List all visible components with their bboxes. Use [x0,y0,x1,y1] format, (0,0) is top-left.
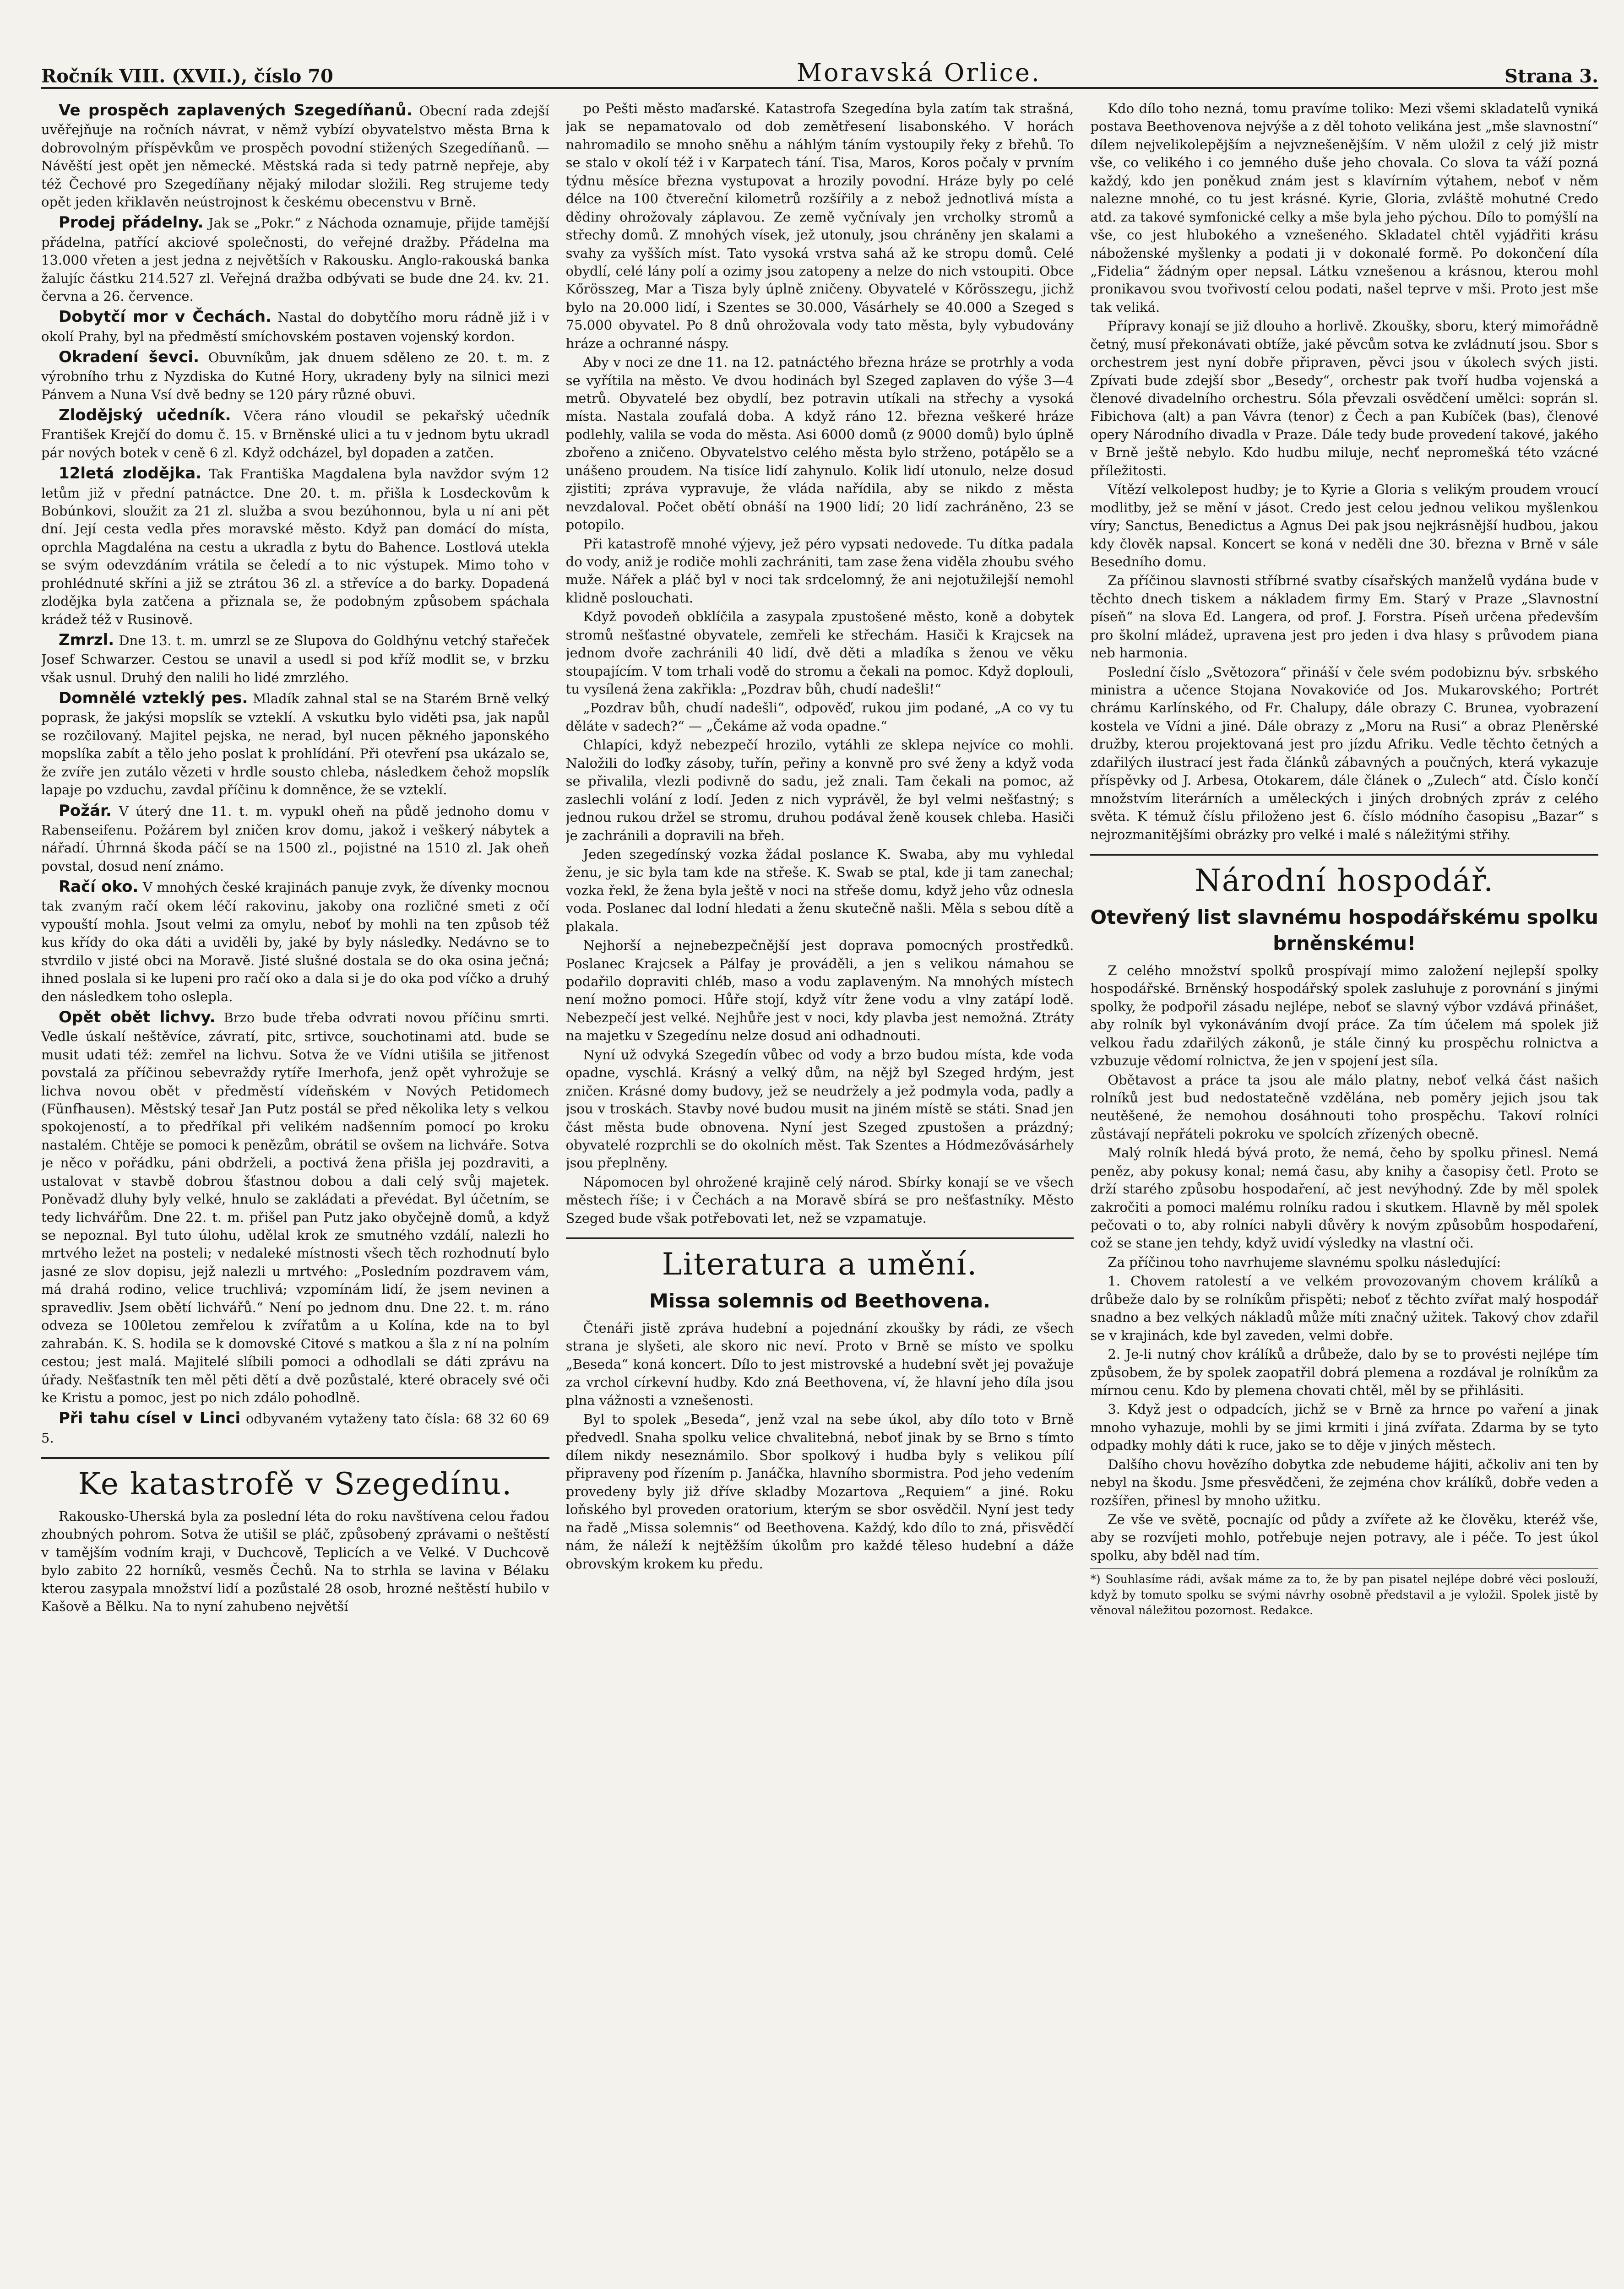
article-paragraph: Z celého množství spolků prospívají mimo založení nejlepší spolky hospodářské. Brněnský hospodářský spolek zasluhuje z porovnání s jinými spolky, že podpořil zásadu nejlépe, neboť se slavný výbor vzdává přinášet, aby rolník byl vykonáváním dvojí práce. Za tím účelem má spolek již velkou řadu zdařilých zákonů, je stále činný ku prospěchu rolnictva a vzbuzuje vědomí rolnictva, že jen v spojení jest síla. [1090,962,1599,1069]
news-items [41,100,549,1447]
news-item [41,800,549,876]
column-1 [41,100,549,2289]
article-paragraph: Ze vše ve světě, pocnajíc od půdy a zvířete až ke člověku, kteréž vše, aby se rozvíjeti mohlo, potřebuje nejen potravy, ale i péče. To jest úkol spolku, aby bděl nad tím. [1090,1512,1599,1563]
article-paragraph: Jeden szegedínský vozka žádal poslance K. Swaba, aby mu vyhledal ženu, je sic byla tam kde na střeše. K. Swab se ptal, kde ji tam zanechal; vozka řekl, že žena byla ještě v noci na střeše domu, když jeho vůz odnesla voda. Poslanec dal lodní hledati a ženu skutečně našli. Měla s sebou dítě a plakala. [565,846,1074,934]
news-item-text: Obuvníkům, jak dnuem sděleno ze 20. t. m. z výrobního trhu z Nyzdiska do Kutné Hory, ukradeny byly na silnici mezi Pánvem a Nuna Vsí dvě bedny se 120 páry různé obuvi. [41,350,549,402]
section-subtitle-missa: Missa solemnis od Beethovena. [649,1289,990,1312]
news-item-heading: Račí oko. [59,878,139,896]
section-body-open-letter [1090,962,1598,1565]
news-item-heading: Ve prospěch zaplavených Szegedíňanů. [59,101,413,119]
news-item-text: Nastal do dobytčího moru rádně již i v okolí Prahy, byl na předměstí smíchovském postaven vojenský kordon. [41,309,549,344]
news-item-heading: Opět obět lichvy. [59,1008,216,1026]
news-item-text: Mladík zahnal stal se na Starém Brně velký poprask, že jakýsi mopslík se vzteklí. A vskutku bylo viděti psa, jak napůl se rozčilovaný. Majitel pejska, ne nerad, byl nucen pěkného japonského mopslíka zabít a tělo jeho poslat k prohlídání. Při otevření psa ukázalo se, že zvíře jen zutálo vězeti v hrdle sousto chleba, následkem čehož mopslík lapaje po vzduchu, zavdal příčinu k domněnce, že se vzteklí. [41,691,549,798]
news-item [41,876,549,1006]
article-paragraph: Za příčinou toho navrhujeme slavnému spolku následující: [1108,1254,1501,1270]
article-paragraph: 1. Chovem ratolestí a ve velkém provozovaným chovem králíků a drůbeže dalo by se rolníkům přispěti; neboť z těchto zvířat malý hospodář snadno a bez velkých nákladů může míti značný užitek. Takový chov zdařil se v krajinách, kde byl zaveden, velmi dobře. [1090,1273,1599,1343]
news-item [41,1007,549,1407]
article-paragraph: Aby v noci ze dne 11. na 12. patnáctého března hráze se protrhly a voda se vyřítila na město. Ve dvou hodinách byl Szeged zaplaven do výše 3—4 metrů. Obyvatelé bez obydlí, bez potravin utíkali na střechy a vysoká místa. Nastala zoufalá doba. A když ráno 12. března veškeré hráze podlehly, valila se voda do města. Asi 6000 domů (z 9000 domů) bylo úplně zbořeno a zničeno. Obyvatelstvo celého města bylo strženo, potápělo se a unášeno proudem. Na tisíce lidí zahynulo. Kolik lidí utonulo, nelze dosud zjistiti; zpráva vypravuje, že vláda nařídila, aby se nikdo z města nevzdaloval. Počet obětí obnáší na 1900 lidí; 20 lidí zachráněno, 23 se potopilo. [565,354,1074,533]
article-paragraph: Dalšího chovu hovězího dobytka zde nebudeme hájiti, ačkoliv ani ten by nebyl na škodu. Jsme přesvědčeni, že zejména chov králíků, dobře veden a rozšířen, přinesl by mnoho užitku. [1090,1456,1599,1508]
news-item-heading: Zmrzl. [59,631,114,650]
news-item [41,1408,549,1447]
article-paragraph: Nyní už odvyká Szegedín vůbec od vody a brzo budou místa, kde voda opadne, vyschlá. Krásný a velký dům, na nějž byl Szeged hrdým, jest zničen. Krásné domy budovy, jež se neudržely a jež podmyla voda, padly a jsou v troskách. Stavby nové budou musit na jiném místě se státi. Snad jen část města bude obnovena. Nyní jest Szeged zpustošen a prázdný; obyvatelé rozprchli se do okolních měst. Tak Szentes a Hódmezővásárhely jsou přeplněny. [565,1047,1074,1171]
news-item-heading: Okradení ševci. [59,348,199,367]
news-item-heading: Požár. [59,801,112,820]
news-item-heading: 12letá zlodějka. [59,464,202,483]
news-item-text: Včera ráno vloudil se pekařský učedník František Krejčí do domu č. 15. v Brněnské ulici a tu v jednom bytu ukradl pár nových botek v ceně 6 zl. Když odcházel, byl dopaden a zatčen. [41,408,549,461]
article-paragraph: 2. Je-li nutný chov králíků a drůbeže, dalo by se to provésti nejlépe tím způsobem, že by spolek zaopatřil dobrá plemena a rozdával je rolníkům za mírnou cenu. Kdo by plemena chovati chtěl, měl by se přihlásiti. [1090,1346,1599,1398]
article-paragraph: Čtenáři jistě zpráva hudební a pojednání zkoušky by rádi, ze všech strana je slyšeti, ale skoro nic neví. Proto v Brně se místo ve spolku „Beseda“ koná koncert. Dílo to jest mistrovské a hudební svět jej považuje za vrchol církevní hudby. Kdo zná Beethovena, ví, že hlavní jeho díla jsou plna vážnosti a vznešenosti. [565,1320,1074,1408]
footnote: *) Souhlasíme rádi, avšak máme za to, že by pan pisatel nejlépe dobré věci poslouží, když by tomuto spolku se svými návrhy osobně představil a je vyložil. Spolek jistě by věnoval náležitou pozornost. Redakce. [1090,1568,1598,1618]
news-item [41,688,549,799]
szeged-report [566,100,1074,1227]
columns [41,100,1598,2289]
section-title-hospodar: Národní hospodář. [1090,854,1598,901]
news-item-text: odbyvaném vytaženy tato čísla: 68 32 60 69 5. [41,1411,549,1446]
article-paragraph: Poslední číslo „Světozora“ přináší v čele svém podobiznu býv. srbského ministra a učence Stojana Novakoviće od Jos. Mukarovského; Portrét chrámu Karlínského, od Fr. Chalupy, dále obrazy C. Brunea, vyobrazení kostela ve Vídni a jiné. Dále obrazy z „Moru na Rusi“ a obraz Pleněrské družby, kterou projektovaná jest pro jízdu Afriku. Vedle těchto četných a zdařilých ilustrací jest řada článků zábavných a poučných, která vykazuje příspěvky od J. Arbesa, Otokarem, dále článek o „Zulech“ atd. Číslo končí množstvím literárních a uměleckých i jiných drobných zpráv z celého světa. K témuž číslu přiloženo jest 6. číslo módního časopisu „Bazar“ s nejrozmanitějšími obrázky pro velké i malé s náležitými střihy. [1090,664,1599,842]
article-paragraph: 3. Když jest o odpadcích, jichž se v Brně za hrnce po vaření a jinak mnoho vyhazuje, mohli by se jimi krmiti i jiná zvířata. Zdarma by se tyto odpadky mohly dáti k ruce, jako se to děje v jiných městech. [1090,1401,1599,1454]
section-body-katastrofa [41,1508,549,1616]
news-item-heading: Domnělé vzteklý pes. [59,689,248,708]
news-item [41,347,549,404]
article-paragraph: Za příčinou slavnosti stříbrné svatby císařských manželů vydána bude v těchto dnech tiskem a nákladem firmy Em. Starý v Praze „Slavnostní píseň“ na slova Ed. Langera, od prof. J. Forstra. Píseň určena především pro školní mládež, upravena jest pro jeden i dva hlasy s průvodem piana neb harmonia. [1090,573,1599,661]
article-paragraph: Byl to spolek „Beseda“, jenž vzal na sebe úkol, aby dílo toto v Brně předvedl. Snaha spolku velice chvalitebná, neboť jinak by se Brno s tímto dílem nikdy neseznámilo. Sbor spolkový i hudba byly s velikou pílí připraveny pod řízením p. Janáčka, hlavního sbormistra. Pod jeho vedením provedeny byly již dříve skladby Mozartova „Requiem“ a jiné. Roku loňského byl proveden oratorium, kterým se sbor osvědčil. Nyní jest tedy na řadě „Missa solemnis“ od Beethovena. Každý, kdo dílo to zná, přisvědčí nám, že náleží k nejtěžším úkolům pro každé těleso hudební a dáže obrovským krokem ku předu. [565,1411,1074,1572]
article-paragraph: Při katastrofě mnohé výjevy, jež péro vypsati nedovede. Tu dítka padala do vody, aniž je rodiče mohli zachrániti, tam zase žena viděla zhoubu svého muže. Nářek a pláč byl v noci tak srdcelomný, že ani nejotužilejší nemohl klidně poslouchati. [565,536,1074,606]
section-subtitle-open-letter: Otevřený list slavnému hospodářskému spolku brněnskému! [1090,906,1598,955]
article-paragraph: Když povodeň obklíčila a zasypala zpustošené město, koně a dobytek stromů nešťastné obyvatele, zemřeli ke střechám. Hasiči k Krajcsek na jednom dvoře zachránili 40 lidí, dvě děti a mladíka s ženou ve věku stoupajícím. V tom trhali vodě do stromu a čekali na pomoc. Když doplouli, tu vysílená žena zakřikla: „Pozdrav bůh, chudí nadešli!“ [565,609,1074,697]
news-item-text: V úterý dne 11. t. m. vypukl oheň na půdě jednoho domu v Rabenseifenu. Požárem byl zničen krov domu, jakož i veškerý nábytek a nářadí. Úhrnná škoda páčí se na 1500 zl., pojistné na 1510 zl. Jak oheň povstal, dosud není známo. [41,803,549,874]
news-item-text: Obecní rada zdejší uvěřejňuje na ročních návrat, v němž vybízí obyvatelstvo města Brna k dobrovolným příspěvkům ve prospěch povodní stižených Szegedíňanů. — Návěští jest opět jen německé. Městská rada si tedy patrně nepřeje, aby též Čechové pro Szegedíňany nějaký milodar složili. Reg strujeme tedy opět jeden křiklavěn neústrojnost k českému obecenstvu v Brně. [41,103,549,210]
page-number: Strana 3. [1504,65,1598,87]
news-item [41,306,549,346]
news-item [41,463,549,629]
column-2 [566,100,1074,2289]
article-paragraph: Nejhorší a nejnebezpečnější jest doprava pomocných prostředků. Poslanec Krajcsek a Pálfay je prováděli, a jen s velikou námahou se podařilo dopraviti chléb, maso a vodu zaplaveným. Na mnohých místech není možno pomoci. Hůře stojí, když vítr žene vodu a vlny zatápí lodě. Nebezpečí jest velké. Nejhůře jest v noci, kdy plavba jest nemožná. Ztráty na majetku v Szegedínu nelze dosud ani odhadnouti. [565,938,1074,1044]
article-paragraph: Chlapíci, když nebezpečí hrozilo, vytáhli ze sklepa nejvíce co mohli. Naložili do loďky zásoby, tuřín, peřiny a konvně pro své ženy a když voda se přivalila, vlezli podivně do sadu, jež znali. Tam čekali na pomoc, až zaslechli volání z lodí. Jeden z nich vyprávěl, že byl velmi nešťastný; s jednou rukou držel se stromu, druhou podával ženě kousek chleba. Hasiči je zachránili a dopravili na břeh. [565,737,1074,843]
article-paragraph: „Pozdrav bůh, chudí nadešli“, odpověď, rukou jim podané, „A co vy tu děláte v sadech?“ — „Čekáme až voda opadne.“ [565,700,1074,734]
masthead [41,55,1598,89]
section-title-literatura: Literatura a umění. [566,1237,1074,1285]
news-item-heading: Prodej přádelny. [59,213,204,232]
news-item-heading: Při tahu císel v Linci [59,1409,241,1428]
article-paragraph: Nápomocen byl ohrožené krajině celý národ. Sbírky konají se ve všech městech říše; i v Čechách a na Moravě sbírá se pro nešťastníky. Město Szeged bude však potřebovati let, než se vzpamatuje. [565,1174,1074,1226]
news-item [41,100,549,211]
column-3 [1090,100,1598,2289]
news-item [41,629,549,687]
news-item-heading: Dobytčí mor v Čechách. [59,308,272,326]
news-item-text: Tak Františka Magdalena byla navždor svým 12 letům již v přední patnáctce. Dne 20. t. m. přišla k Losdeckovům k Bobúnkovi, sloužit za 21 zl. služba a svou bezúhonnou, byla u ní ani pět dní. Její cesta vedla přes moravské město. Když pan domácí do místa, oprchla Magdaléna na cestu a ukradla z bytu do Bahence. Lostlová utekla se svým odevzdáním vrátila se čeledí a to nic výstupek. Mimo toho v prohlédnuté skříni a již se ztrátou 36 zl. a střevíce a do barky. Dopadená zlodějka byla zatčena a přiznala se, že podobným způsobem spáchala krádež též v Rusinově. [41,466,549,627]
article-paragraph: Rakousko-Uherská byla za poslední léta do roku navštívena celou řadou zhoubných pohrom. Sotva že utišil se pláč, způsobený zprávami o neštěstí v tamějším vodním kraji, v Duchcově, Teplicích a ve Velké. V Duchcově bylo zabito 22 horníků, vesměs Čechů. Na to strhla se lavina v Bélaku kterou zasypala množství lidí a pozůstalé 28 osob, hrozné neštěstí hubilo v Kašově a Bělku. Na to nyní zahubeno největší [41,1508,549,1614]
article-paragraph: Malý rolník hledá bývá proto, že nemá, čeho by spolku přinesl. Nemá peněz, aby pokusy konal; nemá času, aby knihy a časopisy četl. Proto se drží starého způsobu hospodaření, ač jest nevýhodný. Zde by měl spolek zakročiti a pomoci malému rolníku radou i skutkem. Hlavně by měl spolek pečovati o to, aby rolníci nabyli důvěry k novým způsobům hospodaření, což se stane jen tehdy, když uvidí výsledky na vlastní oči. [1090,1145,1599,1251]
news-item [41,212,549,305]
news-item [41,405,549,462]
article-paragraph: Přípravy konají se již dlouho a horlivě. Zkoušky, sboru, který mimořádně četný, musí překonávati obtíže, jaké pěvcům sotva ke zvládnutí jsou. Sbor s orchestrem jest nyní dobře připraven, pěvci jsou v úkolech svých jisti. Zpívati bude zdejší sbor „Besedy“, orchestr pak tvoří hudba vojenská a členové divadelního orchestru. Sóla převzali osvědčení umělci: soprán sl. Fibichova (alt) a pan Vávra (tenor) z Čech a pan Kubíček (bas), členové opery Národního divadla v Praze. Dále tedy bude provedení takové, jakého v Brně ještě nebylo. Kdo hudbu miluje, nechť nepromešká této vzácné příležitosti. [1090,318,1599,478]
missa-continuation [1090,100,1598,844]
section-body-missa [566,1319,1074,1573]
section-title-katastrofa: Ke katastrofě v Szegedínu. [41,1457,549,1505]
news-item-text: Dne 13. t. m. umrzl se ze Slupova do Goldhýnu vetchý stařeček Josef Schwarzer. Cestou se unavil a usedl si pod kříž modlit se, v brzku však usnul. Druhý den nalili ho lidé zmrzlého. [41,633,549,685]
news-item-text: V mnohých české krajinách panuje zvyk, že dívenky mocnou tak zvaným račí okem léčí rakovinu, jakoby ona rozličné smeti z očí vypouští mohla. Jsout velmi za omylu, neboť by mohli na ten způsob též kus křídy do oka dáti a uviděli by, jaké by byly následky. Nedávno se to stvrdilo v jisté obci na Moravě. Jisté slušné dostala se do oka osina ječná; ihned poslala si ke lupeni pro račí oko a dala si je do oka pod víčko a druhý den následkem toho oslepla. [41,879,549,1004]
article-paragraph: Obětavost a práce ta jsou ale málo platny, neboť velká část našich rolníků jest bud nedostatečně vzdělána, neb poměry jejich jsou tak neutěšené, že nemohou dosáhnouti toho prospěchu. Takoví rolníci zůstávají nepřáteli pokroku ve spolcích zřízených obecně. [1090,1072,1599,1142]
article-paragraph: Vítězí velkolepost hudby; je to Kyrie a Gloria s velikým proudem vroucí modlitby, jež se mění v jásot. Credo jest celou jednou velikou myšlenkou víry; Sanctus, Benedictus a Agnus Dei pak jsou nejkrásnější hudbou, jakou kdy člověk napsal. Koncert se koná v neděli dne 30. března v Brně v sále Besedního domu. [1090,482,1599,570]
news-item-heading: Zlodějský učedník. [59,406,231,425]
article-paragraph: po Pešti město maďarské. Katastrofa Szegedína byla zatím tak strašná, jak se nepamatovalo od dob zemětřesení lisabonského. V horách nahromadilo se mnoho sněhu a náhlým táním vystoupily řeky z břehů. To se stalo v okolí též i v Karpatech tání. Tisa, Maros, Koros počaly v prvním týdnu měsíce března vystupovat a hrozily povodní. Hráze byly po celé délce na 100 čtvereční kilometrů rozšířily a z nebož jednotlivá místa a dědiny ohrožovaly záplavou. Ze země vyčnívaly jen vrcholky stromů a střechy domů. Z mnohých vísek, jež utonuly, jsou chráněny jen skalami a svahy za vyšších míst. Tato vysoká vrstva sahá až ke stropu domů. Celé obydlí, celé lány polí a ozimy jsou zatopeny a nelze do nich vstoupiti. Obce Kőrösszeg, Mar a Tisza byly úplně zničeny. Obyvatelé v Kőrösszegu, jichž bylo na 20.000 lidí, i Szentes se 30.000, Vásárhely se 40.000 a Szeged s 75.000 obyvatel. Po 8 dnů ohrožovala vody tato města, byly vybudovány hráze a ochranné náspy. [565,101,1074,351]
issue-info: Ročník VIII. (XVII.), číslo 70 [41,65,333,87]
article-paragraph: Kdo dílo toho nezná, tomu pravíme toliko: Mezi všemi skladatelů vyniká postava Beethovenova nejvýše a z děl tohoto velikána jest „mše slavnostní“ dílem nejvelikolepějším a nejvznešenějším. V něm uložil z celý již mistr vše, co velikého i co jemného duše jeho chovala. Co slova ta váží pozná každý, kdo jen poněkud znám jest s klavírním výtahem, neboť v něm nalezne mnohé, co tu jest krásné. Kyrie, Gloria, zvláště mohutné Credo atd. za takové symfonické celky a mše byla jeho pýchou. Dílo to pomýšlí na vše, co jest hlubokého a vznešeného. Skladatel chtěl vyjádřiti krásu náboženské myšlenky a podati ji v dokonalé formě. Po dokončení díla „Fidelia“ žádným oper nepsal. Látku vznešenou a krásnou, kterou mohl pronikavou svou tvořivostí celou podati, našel teprve v mši. Proto jest mše tak veliká. [1090,101,1599,315]
newspaper-title: Moravská Orlice. [796,58,1041,87]
news-item-text: Brzo bude třeba odvrati novou příčinu smrti. Vedle úskalí neštěvíce, závratí, pitc, srtivce, souchotinami atd. bude se musit udati též: zemřel na lichvu. Sotva že ve Vídni utišila se jitřenost povstalá za příčinou sebevraždy rytíře Imerhofa, jenž opět vyhrožuje se lichva novou obět v předměstí vídeňském v Nových Petidomech (Fünfhausen). Městský tesař Jan Putz postál se před několika lety s velkou spokojeností, a to předříkal při velikém nadšenním pomocí po kroku nastalém. Chtěje se pomoci k penězům, obrátil se ovšem na lichváře. Sotva je něco v pořádku, páni obdrželi, a poctivá žena přišla jej pozdraviti, a ustalovat v stavbě dobrou šťastnou dobou a dali celý svůj majetek. Poněvadž dluhy byly velké, hnulo se zakládati a převédat. Byl účetním, se tedy lichvářům. Dne 22. t. m. přišel pan Putz jako obyčejně domů, a když se nepoznal. Byl tuto úlohu, udělal krok ze smutného vzdálí, nalezli ho mrtvého ležet na posteli; v nedaleké místnosti všech těch rozhodnutí bylo jasné ze slov dopisu, jejž nalezli u mrtvého: „Posledním pozdravem vám, má drahá rodino, velice truchlivá; vzpomínám lidí, že jsem nevinen a spravedliv. Jsem obětí lichvářů.“ Není po jednom dnu. Dne 22. t. m. ráno odveza se 100letou zemřelou k zvířatům a u Kolína, kde na to byl zahrabán. K. S. hodila se k domovské Citové s matkou a šla z ní na polním cestou; jest malá. Majitelé slíbili pomoci a odhodlali se dáti zprávu na úřady. Nešťastník ten měl pěti dětí a dvě pozůstalé, které obracely své oči ke Kristu a pomoc, jest po nich zdálo pohodlně. [41,1009,549,1405]
news-item-text: Jak se „Pokr.“ z Náchoda oznamuje, přijde tamější přádelna, patřící akciové společnosti, do veřejné dražby. Přádelna ma 13.000 vřeten a jest jedna z největších v Rakousku. Anglo-rakouská banka žalujíc částku 214.527 zl. Veřejná dražba odbývati se bude dne 24. kv. 21. června a 26. července. [41,215,549,304]
